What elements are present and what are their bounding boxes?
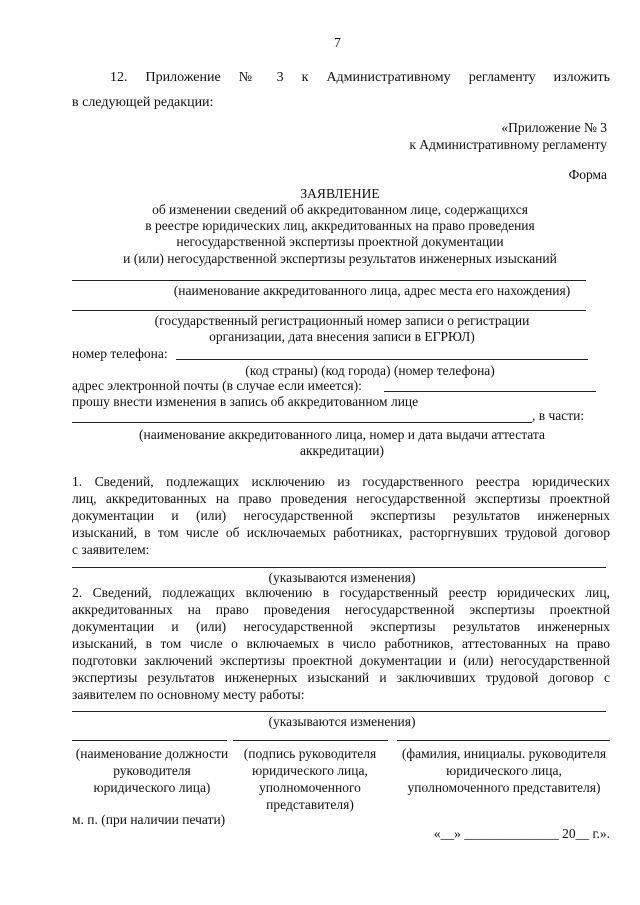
phone-line xyxy=(176,359,588,360)
section2-line-3: документации и (или) негосударственной экспертизы результатов инженерных xyxy=(72,619,610,634)
signature-sign-caption-4: представителя) xyxy=(266,797,354,812)
section2-line-6: экспертизы результатов инженерных изысканий и заключивших трудовой договор с xyxy=(72,670,610,685)
signature-name-caption-2: юридического лица, xyxy=(446,763,562,778)
registration-caption-2: организации, дата внесения записи в ЕГРЮЛ) xyxy=(209,329,475,344)
in-part-label: , в части: xyxy=(532,408,585,423)
date-year: 20__ г.». xyxy=(562,826,610,841)
section1-changes-line xyxy=(72,567,606,568)
signature-name-caption-1: (фамилия, инициалы. руководителя xyxy=(401,746,607,761)
page-number: 7 xyxy=(334,35,341,50)
title-line-3: негосударственной экспертизы проектной документации xyxy=(176,234,504,249)
entity-name-caption: (наименование аккредитованного лица, адрес места его нахождения) xyxy=(173,283,571,298)
form-label: Форма xyxy=(568,167,607,182)
section2-changes-caption: (указываются изменения) xyxy=(268,714,416,729)
request-text: прошу внести изменения в запись об аккредитованном лице xyxy=(72,394,419,409)
email-line xyxy=(384,391,596,392)
title-line-1: об изменении сведений об аккредитованном лице, содержащихся xyxy=(152,202,528,217)
signature-sign-caption-3: уполномоченного xyxy=(259,780,361,795)
section1-line-3: документации и (или) негосударственной экспертизы результатов инженерных xyxy=(72,508,610,523)
signature-name-line xyxy=(397,740,610,741)
signature-position-caption-3: юридического лица) xyxy=(93,780,211,795)
signature-position-line xyxy=(72,740,227,741)
section1-line-4: изысканий, в том числе об исключаемых работниках, расторгнувших трудовой договор xyxy=(72,525,610,540)
entity-name-line xyxy=(72,280,586,281)
phone-label: номер телефона: xyxy=(72,346,168,361)
section2-line-5: подготовки заключений экспертизы проектной документации и (или) негосударственной xyxy=(72,653,610,668)
date-line xyxy=(434,826,610,842)
section2-line-1: 2. Сведений, подлежащих включению в государственный реестр юридических лиц, xyxy=(72,585,610,600)
certificate-caption-1: (наименование аккредитованного лица, номер и дата выдачи аттестата xyxy=(139,427,545,442)
appendix-ref-2: к Административному регламенту xyxy=(409,137,607,152)
section2-changes-line xyxy=(72,711,606,712)
title-heading: ЗАЯВЛЕНИЕ xyxy=(300,186,380,201)
signature-position-caption-1: (наименование должности xyxy=(75,746,229,761)
section2-line-7: заявителем по основному месту работы: xyxy=(72,687,305,702)
section1-changes-caption: (указываются изменения) xyxy=(268,570,416,585)
section1-line-2: лиц, аккредитованных на право проведения негосударственной экспертизы проектной xyxy=(72,491,610,506)
signature-name-caption-3: уполномоченного представителя) xyxy=(407,780,601,795)
email-label: адрес электронной почты (в случае если имеется): xyxy=(72,378,362,393)
appendix-ref-1: «Приложение № 3 xyxy=(501,120,607,135)
signature-sign-caption-1: (подпись руководителя xyxy=(243,746,377,761)
stamp-label: м. п. (при наличии печати) xyxy=(72,812,226,827)
title-line-4: и (или) негосударственной экспертизы результатов инженерных изысканий xyxy=(123,251,557,266)
title-line-2: в реестре юридических лиц, аккредитованных на право проведения xyxy=(145,218,535,233)
section2-line-2: аккредитованных на право проведения негосударственной экспертизы проектной xyxy=(72,602,610,617)
signature-sign-line xyxy=(233,740,388,741)
section1-line-5: с заявителем: xyxy=(72,542,150,557)
phone-caption: (код страны) (код города) (номер телефона) xyxy=(245,363,495,378)
signature-sign-caption-2: юридического лица, xyxy=(252,763,368,778)
registration-line xyxy=(72,310,586,311)
date-month-blank: ______________ xyxy=(464,826,559,841)
section1-line-1: 1. Сведений, подлежащих исключению из государственного реестра юридических xyxy=(72,474,610,489)
registration-caption-1: (государственный регистрационный номер записи о регистрации xyxy=(154,313,530,328)
intro-line-1: 12. Приложение № 3 к Административному регламенту изложить xyxy=(110,70,610,85)
intro-line-2: в следующей редакции: xyxy=(72,95,214,110)
request-line xyxy=(72,422,532,423)
certificate-caption-2: аккредитации) xyxy=(300,443,384,458)
section2-line-4: изысканий, в том числе о включаемых в число работников, аттестованных на право xyxy=(72,636,610,651)
signature-position-caption-2: руководителя xyxy=(113,763,191,778)
date-day: «__» xyxy=(433,826,461,841)
